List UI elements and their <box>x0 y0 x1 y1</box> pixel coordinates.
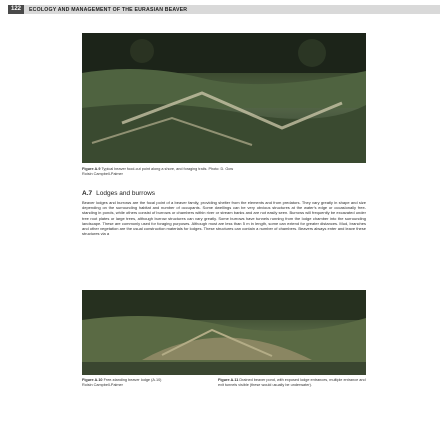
page-number: 122 <box>8 5 24 14</box>
figure-credit-2: Roisin Campbell-Palmer <box>82 383 123 387</box>
figure-label-2: Figure A.10 <box>82 378 103 382</box>
figure-label-3: Figure A.11 <box>218 378 239 382</box>
figure-caption-text-2: Free-standing beaver lodge (A.10) <box>103 378 162 382</box>
figure-label-1: Figure A.9 <box>82 167 101 171</box>
running-head-title: ECOLOGY AND MANAGEMENT OF THE EURASIAN BEAVER <box>29 6 188 13</box>
beaver-lodge-photo <box>82 290 366 375</box>
beaver-food-cut-photo <box>82 33 366 163</box>
figure-caption-text-1: Typical beaver food-cut point along a shore, and foraging trails. Photo: D. Gow <box>101 167 234 171</box>
body-paragraph: Beaver lodges and burrows are the focal point of a beaver family, providing shelter from the elements and from predators. They vary greatly in shape and size depending on the surrounding habitat and number of occupants. Some dwellings can be very obvious structures at the water's edge or occasionally free-standing in ponds, while others consist of burrows or chambers within river or stream banks and are not easily seen. Burrows will frequently be excavated under tree root plates or large trees, although burrow structures can vary greatly. Some burrows have tunnels running from the lodge chamber into the surrounding landscape. These are commonly used for foraging purposes. Although most are less than 5 m in length, some can extend for greater distances. Mud, branches and other vegetation are the usual construction materials for lodges. These structures can contain a number of chambers. Beavers always enter and leave these structures via a <box>82 200 366 237</box>
section-heading <box>82 190 155 197</box>
running-header <box>8 5 440 14</box>
figure-caption-1 <box>82 167 362 177</box>
figure-credit-1: Roisin Campbell-Palmer <box>82 172 123 176</box>
figure-caption-3 <box>218 378 366 388</box>
figure-caption-text-3: Drained beaver pond, with exposed lodge entrances, multiple entrance and exit tunnels visible (these would usually be underwater). <box>218 378 366 387</box>
section-number: A.7 <box>82 190 93 197</box>
section-title: Lodges and burrows <box>96 190 156 197</box>
figure-caption-2 <box>82 378 212 388</box>
